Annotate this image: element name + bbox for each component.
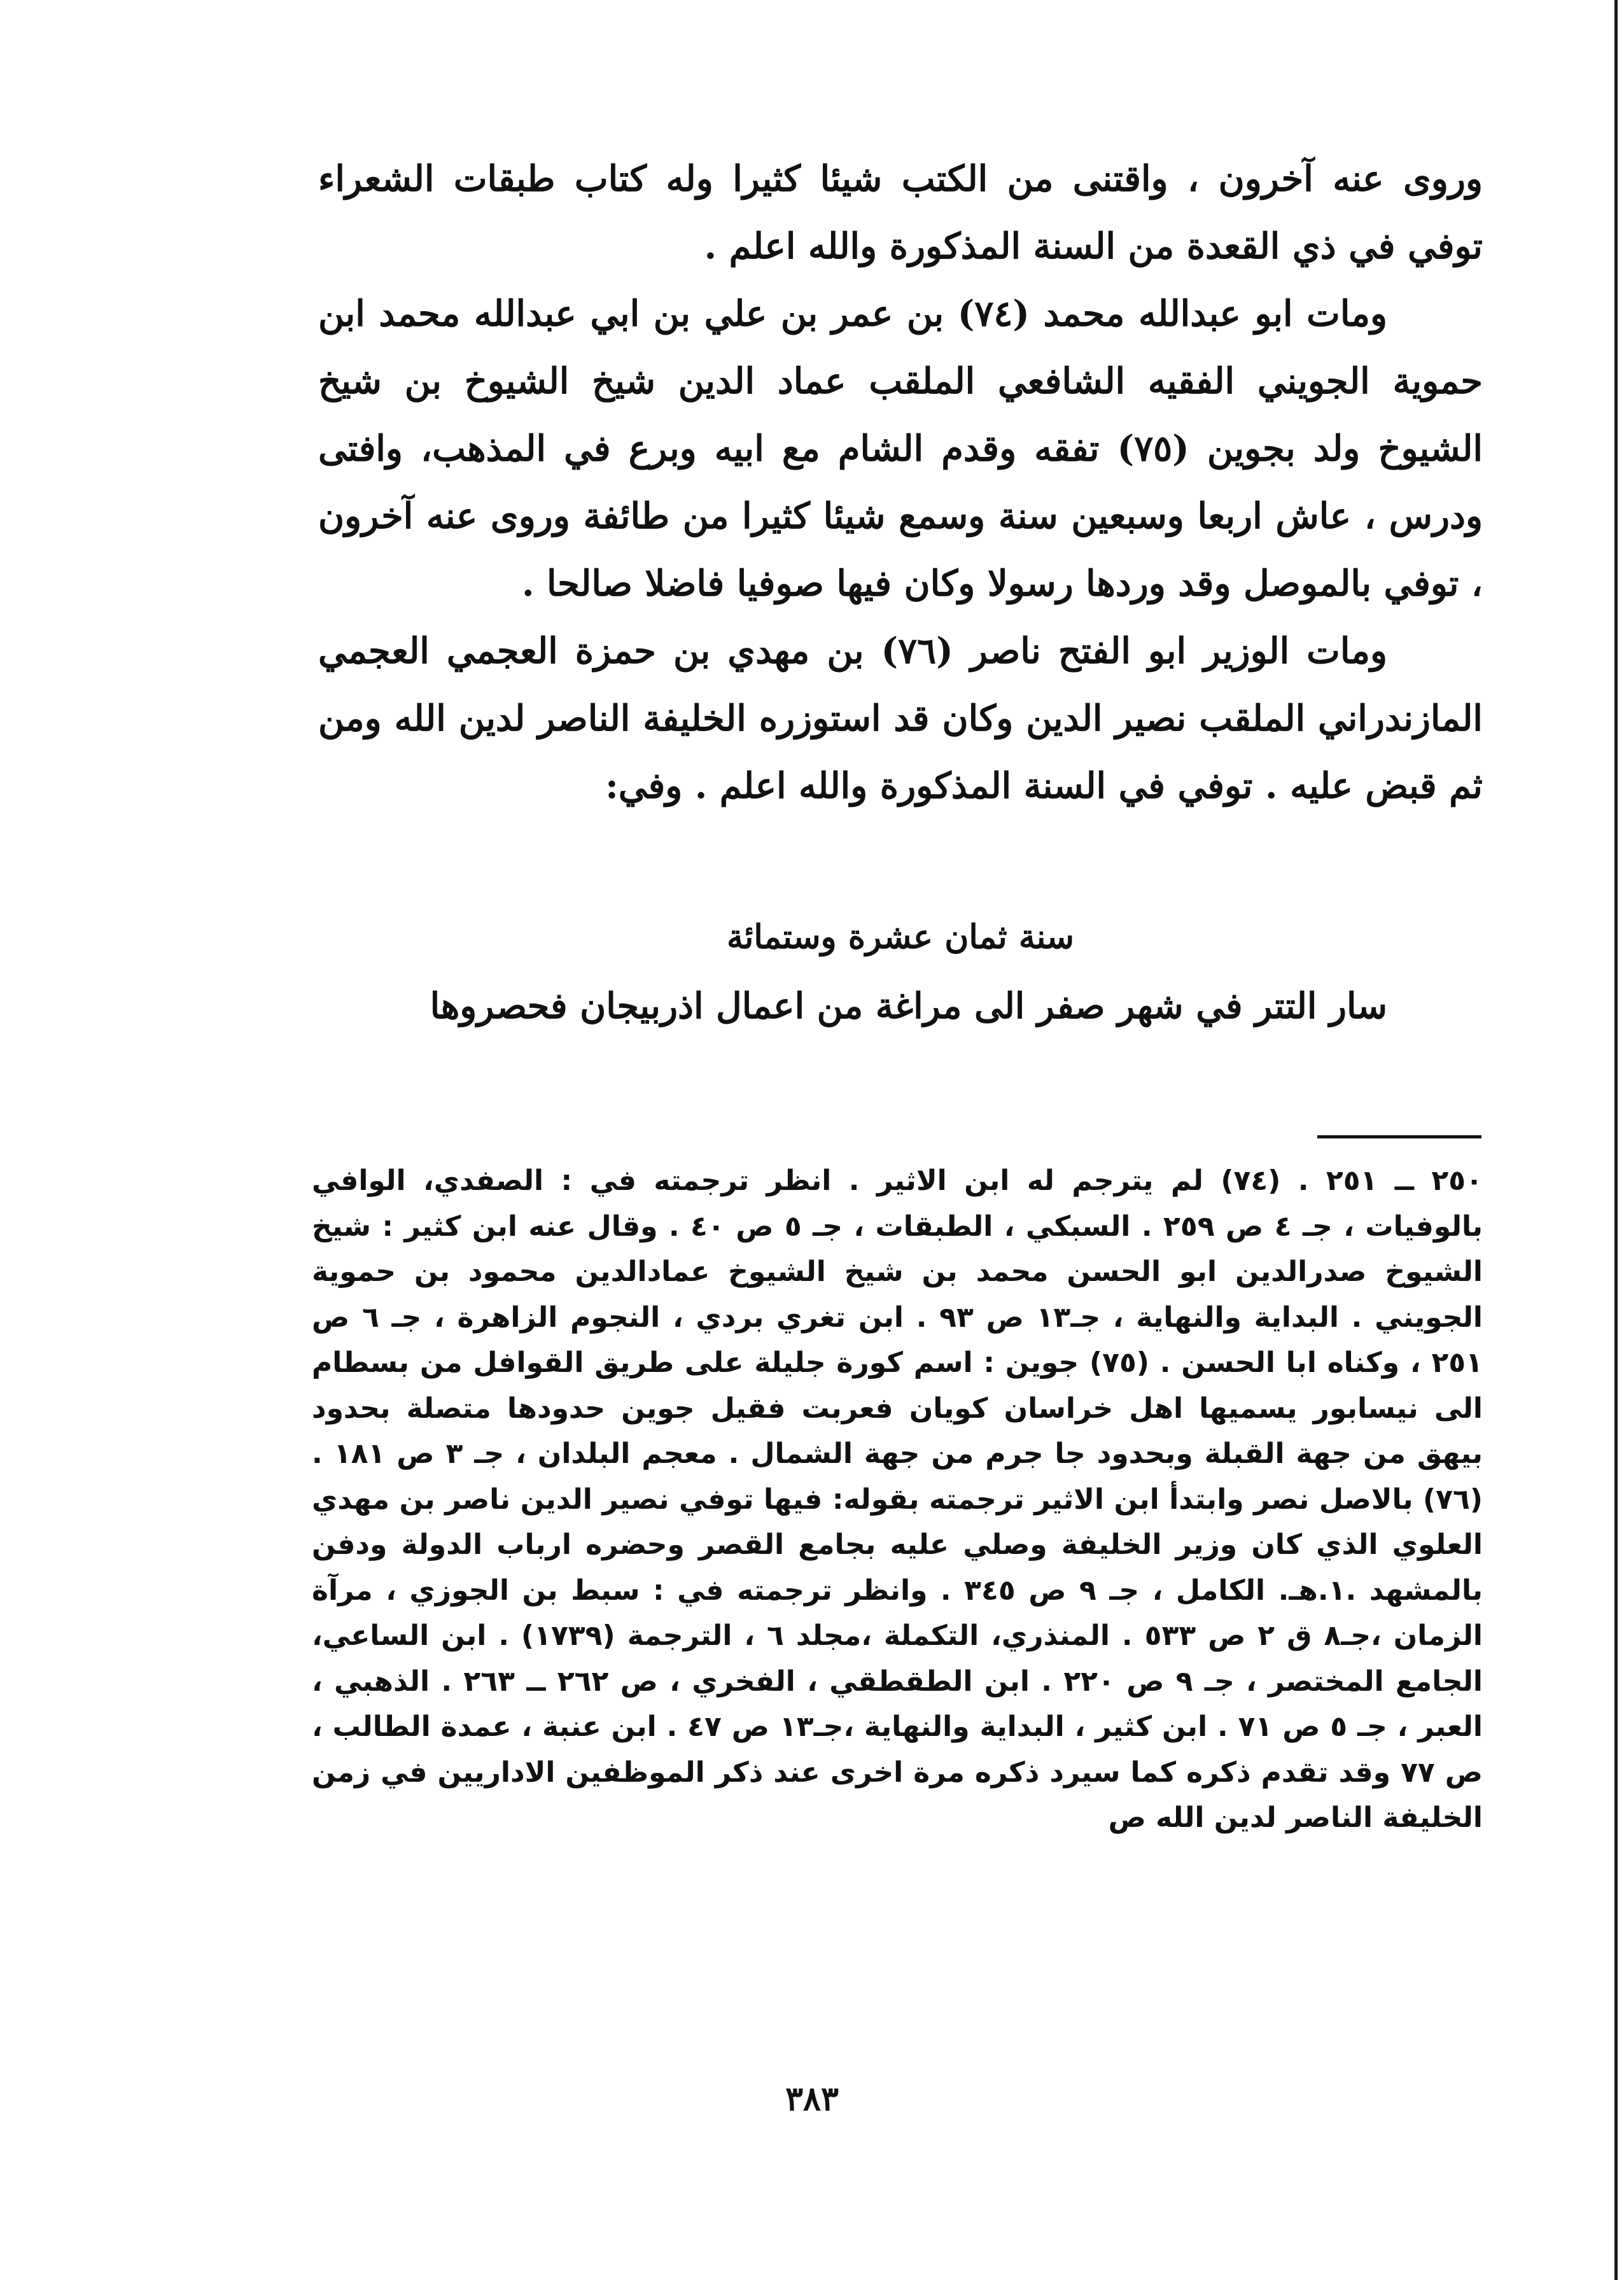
section-first-line: سار التتر في شهر صفر الى مراغة من اعمال اذربيجان فحصروها — [430, 985, 1387, 1027]
page-number: ٣٨٣ — [785, 2080, 839, 2118]
paragraph-3: ومات الوزير ابو الفتح ناصر (٧٦) بن مهدي بن حمزة العجمي العجمي المازندراني الملقب نصير الدين وكان قد استوزره الخليفة الناصر لدين الله ومن ثم قبض عليه . توفي في السنة المذكورة والله اعلم . وفي: — [318, 630, 1483, 807]
section-heading: سنة ثمان عشرة وستمائة — [727, 918, 1074, 956]
paragraph-2: ومات ابو عبدالله محمد (٧٤) بن عمر بن علي بن ابي عبدالله محمد ابن حموية الجويني الفقيه الشافعي الملقب عماد الدين شيخ الشيوخ بن شيخ الشيوخ ولد بجوين (٧٥) تفقه وقدم الشام مع ابيه وبرع في المذهب، وافتى ودرس ، عاش اربعا وسبعين سنة وسمع شيئا كثيرا من طائفة وروى عنه آخرون ، توفي بالموصل وقد وردها رسولا وكان فيها صوفيا فاضلا صالحا . — [318, 293, 1483, 605]
footnotes: ٢٥٠ ــ ٢٥١ . (٧٤) لم يترجم له ابن الاثير . انظر ترجمته في : الصفدي، الوافي بالوفيات ، جـ ٤ ص ٢٥٩ . السبكي ، الطبقات ، جـ ٥ ص ٤٠ . وقال عنه ابن كثير : شيخ الشيوخ صدرالدين ابو الحسن محمد بن شيخ الشيوخ عمادالدين محمود بن حموية الجويني . البداية والنهاية ، جـ١٣ ص ٩٣ . ابن تغري بردي ، النجوم الزاهرة ، جـ ٦ ص ٢٥١ ، وكناه ابا الحسن . (٧٥) جوين : اسم كورة جليلة على طريق القوافل من بسطام الى نيسابور يسميها اهل خراسان كويان فعربت فقيل جوين حدودها متصلة بحدود بيهق من جهة القبلة وبحدود جا جرم من جهة الشمال . معجم البلدان ، جـ ٣ ص ١٨١ . (٧٦) بالاصل نصر وابتدأ ابن الاثير ترجمته بقوله: فيها توفي نصير الدين ناصر بن مهدي العلوي الذي كان وزير الخليفة وصلي عليه بجامع القصر وحضره ارباب الدولة ودفن بالمشهد .١.هـ. الكامل ، جـ ٩ ص ٣٤٥ . وانظر ترجمته في : سبط بن الجوزي ، مرآة الزمان ،جـ٨ ق ٢ ص ٥٣٣ . المنذري، التكملة ،مجلد ٦ ، الترجمة (١٧٣٩) . ابن الساعي، الجامع المختصر ، جـ ٩ ص ٢٢٠ . ابن الطقطقي ، الفخري ، ص ٢٦٢ ــ ٢٦٣ . الذهبي ، العبر ، جـ ٥ ص ٧١ . ابن كثير ، البداية والنهاية ،جـ١٣ ص ٤٧ . ابن عنبة ، عمدة الطالب ، ص ٧٧ وقد تقدم ذكره كما سيرد ذكره مرة اخرى عند ذكر الموظفين الاداريين في زمن الخليفة الناصر لدين الله ص — [312, 1164, 1483, 1834]
paragraph-1: وروى عنه آخرون ، واقتنى من الكتب شيئا كثيرا وله كتاب طبقات الشعراء توفي في ذي القعدة من السنة المذكورة والله اعلم . — [318, 158, 1483, 267]
page-edge-line — [1614, 0, 1618, 2280]
footnote-divider — [1317, 1135, 1481, 1138]
main-text — [318, 145, 1483, 820]
